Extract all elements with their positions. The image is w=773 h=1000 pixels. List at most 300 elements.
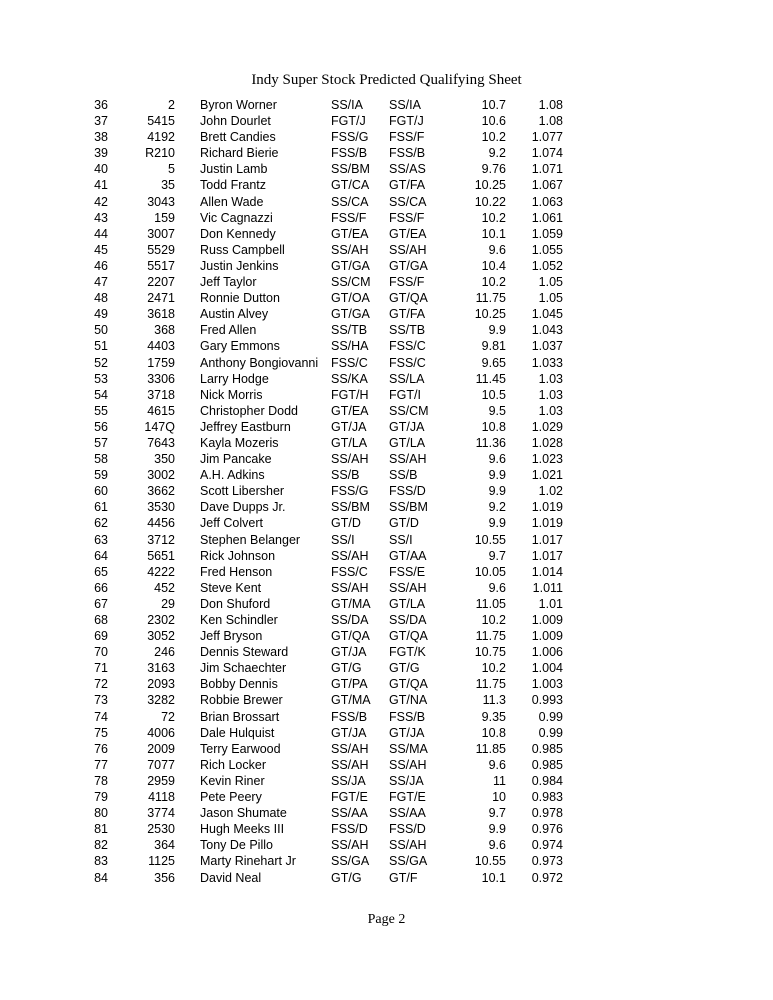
- car-number-cell: 5651: [147, 548, 175, 563]
- car-number-cell: 246: [154, 645, 175, 660]
- predicted-class-cell: FGT/J: [389, 114, 424, 129]
- index-cell: 1.029: [531, 419, 563, 434]
- dial-time-cell: 10.25: [474, 178, 506, 193]
- car-number-cell: 1125: [148, 854, 175, 869]
- dial-time-cell: 10.2: [481, 613, 506, 627]
- index-cell: 1.033: [531, 355, 563, 370]
- spacer-cell: [175, 725, 200, 741]
- driver-name-cell: Ken Schindler: [200, 613, 278, 627]
- spacer-cell: [175, 338, 200, 354]
- spacer-cell: [175, 322, 200, 338]
- class-cell: GT/PA: [331, 677, 368, 692]
- predicted-class-cell: FGT/I: [389, 387, 421, 402]
- driver-name-cell: Scott Libersher: [200, 484, 285, 499]
- index-cell: 1.03: [538, 403, 563, 418]
- spacer-cell: [175, 692, 200, 708]
- dial-time-cell: 9.76: [481, 162, 506, 177]
- driver-name-cell: John Dourlet: [200, 114, 271, 129]
- dial-time-cell: 11.75: [475, 677, 506, 692]
- index-cell: 1.004: [531, 661, 563, 676]
- dial-time-cell: 10.2: [481, 210, 506, 225]
- dial-time-cell: 9.65: [481, 355, 506, 370]
- position-cell: 59: [94, 468, 108, 483]
- spacer-cell: [175, 789, 200, 805]
- dial-time-cell: 9.9: [488, 484, 506, 499]
- dial-time-cell: 10.75: [474, 645, 506, 660]
- index-cell: 1.037: [531, 339, 563, 354]
- class-cell: SS/DA: [331, 613, 369, 627]
- position-cell: 80: [94, 806, 108, 821]
- predicted-class-cell: GT/AA: [389, 548, 427, 563]
- index-cell: 0.976: [531, 822, 563, 837]
- table-row: [78, 870, 563, 886]
- index-cell: 1.006: [531, 645, 563, 660]
- class-cell: FSS/C: [331, 355, 368, 370]
- index-cell: 1.014: [531, 564, 563, 579]
- index-cell: 0.985: [531, 757, 563, 772]
- car-number-cell: 3002: [147, 468, 175, 483]
- class-cell: SS/TB: [331, 323, 368, 338]
- table-row: [78, 821, 563, 837]
- car-number-cell: 4006: [147, 725, 175, 740]
- dial-time-cell: 10.22: [474, 194, 506, 209]
- spacer-cell: [175, 805, 200, 821]
- car-number-cell: 4615: [147, 403, 175, 418]
- dial-time-cell: 9.5: [488, 403, 506, 418]
- class-cell: SS/AH: [331, 741, 369, 756]
- car-number-cell: 2207: [147, 275, 175, 290]
- driver-name-cell: Vic Cagnazzi: [200, 210, 273, 225]
- dial-time-cell: 11.75: [475, 629, 506, 644]
- class-cell: SS/B: [331, 468, 360, 483]
- class-cell: FSS/C: [331, 564, 368, 579]
- index-cell: 1.009: [531, 629, 563, 644]
- dial-time-cell: 9.6: [488, 757, 506, 772]
- index-cell: 0.972: [531, 870, 563, 885]
- spacer-cell: [175, 161, 200, 177]
- table-row: [78, 274, 563, 290]
- spacer-cell: [175, 596, 200, 612]
- class-cell: SS/IA: [331, 98, 363, 112]
- table-row: [78, 177, 563, 193]
- table-row: [78, 355, 563, 371]
- predicted-class-cell: FSS/F: [389, 275, 425, 290]
- index-cell: 1.055: [531, 242, 563, 257]
- driver-name-cell: Robbie Brewer: [200, 693, 283, 708]
- position-cell: 60: [94, 484, 108, 499]
- index-cell: 0.99: [538, 725, 563, 740]
- driver-name-cell: Fred Henson: [200, 564, 273, 579]
- position-cell: 65: [94, 564, 108, 579]
- predicted-class-cell: FSS/F: [389, 130, 425, 145]
- spacer-cell: [175, 258, 200, 274]
- index-cell: 1.028: [531, 435, 563, 450]
- position-cell: 57: [94, 435, 108, 450]
- spacer-cell: [175, 306, 200, 322]
- predicted-class-cell: SS/CA: [389, 194, 427, 209]
- dial-time-cell: 11.45: [475, 371, 506, 386]
- driver-name-cell: Dennis Steward: [200, 645, 289, 660]
- car-number-cell: 3306: [147, 371, 175, 386]
- dial-time-cell: 11.85: [475, 741, 506, 756]
- position-cell: 73: [94, 693, 108, 708]
- car-number-cell: 3052: [147, 629, 175, 644]
- predicted-class-cell: SS/AH: [389, 242, 427, 257]
- class-cell: SS/AH: [331, 757, 369, 772]
- predicted-class-cell: GT/F: [389, 870, 418, 885]
- table-row: [78, 596, 563, 612]
- position-cell: 62: [94, 516, 108, 531]
- driver-name-cell: Steve Kent: [200, 580, 262, 595]
- table-row: [78, 741, 563, 757]
- position-cell: 56: [94, 419, 108, 434]
- driver-name-cell: Nick Morris: [200, 387, 263, 402]
- spacer-cell: [175, 515, 200, 531]
- driver-name-cell: A.H. Adkins: [200, 468, 265, 483]
- driver-name-cell: Gary Emmons: [200, 339, 280, 354]
- index-cell: 1.074: [531, 146, 563, 161]
- driver-name-cell: Don Shuford: [200, 596, 271, 611]
- predicted-class-cell: FSS/D: [389, 822, 426, 837]
- index-cell: 0.973: [531, 854, 563, 869]
- position-cell: 70: [94, 645, 108, 660]
- spacer-cell: [175, 741, 200, 757]
- driver-name-cell: Jeff Bryson: [200, 629, 263, 644]
- driver-name-cell: Brian Brossart: [200, 709, 280, 724]
- predicted-class-cell: SS/DA: [389, 613, 427, 627]
- predicted-class-cell: FSS/B: [389, 146, 426, 161]
- table-row: [78, 387, 563, 403]
- table-row: [78, 194, 563, 210]
- dial-time-cell: 10.1: [481, 226, 506, 241]
- car-number-cell: 3043: [147, 194, 175, 209]
- class-cell: SS/JA: [331, 773, 366, 788]
- car-number-cell: 2093: [147, 677, 175, 692]
- predicted-class-cell: GT/G: [389, 661, 420, 676]
- predicted-class-cell: SS/TB: [389, 323, 426, 338]
- position-cell: 37: [94, 114, 108, 129]
- car-number-cell: 2009: [147, 741, 175, 756]
- spacer-cell: [175, 467, 200, 483]
- position-cell: 46: [94, 258, 108, 273]
- spacer-cell: [175, 499, 200, 515]
- position-cell: 58: [94, 452, 108, 467]
- car-number-cell: 4192: [147, 130, 175, 145]
- predicted-class-cell: GT/QA: [389, 677, 428, 692]
- driver-name-cell: Terry Earwood: [200, 741, 281, 756]
- driver-name-cell: Kayla Mozeris: [200, 435, 279, 450]
- predicted-class-cell: SS/AH: [389, 580, 427, 595]
- driver-name-cell: Rick Johnson: [200, 548, 276, 563]
- car-number-cell: 3007: [147, 226, 175, 241]
- dial-time-cell: 10.8: [481, 725, 506, 740]
- position-cell: 67: [94, 596, 108, 611]
- table-row: [78, 757, 563, 773]
- class-cell: FGT/E: [331, 790, 368, 805]
- class-cell: FSS/G: [331, 130, 369, 145]
- predicted-class-cell: FSS/B: [389, 709, 426, 724]
- table-row: [78, 725, 563, 741]
- index-cell: 1.052: [531, 258, 563, 273]
- driver-name-cell: Jim Pancake: [200, 452, 272, 467]
- class-cell: SS/AH: [331, 242, 369, 257]
- index-cell: 1.019: [531, 516, 563, 531]
- class-cell: SS/GA: [331, 854, 370, 869]
- driver-name-cell: Tony De Pillo: [200, 838, 273, 853]
- dial-time-cell: 9.9: [488, 516, 506, 531]
- position-cell: 75: [94, 725, 108, 740]
- index-cell: 1.063: [531, 194, 563, 209]
- predicted-class-cell: SS/I: [389, 532, 413, 547]
- predicted-class-cell: SS/MA: [389, 741, 428, 756]
- index-cell: 1.077: [531, 130, 563, 145]
- predicted-class-cell: SS/CM: [389, 403, 429, 418]
- dial-time-cell: 9.7: [488, 806, 506, 821]
- table-row: [78, 242, 563, 258]
- class-cell: GT/EA: [331, 403, 369, 418]
- class-cell: GT/LA: [331, 435, 368, 450]
- class-cell: GT/OA: [331, 291, 370, 306]
- spacer-cell: [175, 177, 200, 193]
- spacer-cell: [175, 757, 200, 773]
- predicted-class-cell: FSS/C: [389, 339, 426, 354]
- predicted-class-cell: SS/AS: [389, 162, 426, 177]
- driver-name-cell: Richard Bierie: [200, 146, 279, 161]
- index-cell: 1.021: [531, 468, 563, 483]
- position-cell: 53: [94, 371, 108, 386]
- table-row: [78, 660, 563, 676]
- car-number-cell: 2: [168, 98, 175, 112]
- car-number-cell: 29: [161, 596, 175, 611]
- spacer-cell: [175, 837, 200, 853]
- position-cell: 43: [94, 210, 108, 225]
- driver-name-cell: Allen Wade: [200, 194, 264, 209]
- driver-name-cell: Christopher Dodd: [200, 403, 298, 418]
- class-cell: GT/G: [331, 870, 362, 885]
- spacer-cell: [175, 548, 200, 564]
- table-row: [78, 612, 563, 628]
- table-row: [78, 709, 563, 725]
- car-number-cell: 2471: [147, 291, 175, 306]
- driver-name-cell: David Neal: [200, 870, 262, 885]
- index-cell: 1.009: [531, 613, 563, 627]
- class-cell: GT/MA: [331, 596, 371, 611]
- predicted-class-cell: GT/NA: [389, 693, 428, 708]
- dial-time-cell: 9.6: [488, 242, 506, 257]
- predicted-class-cell: FSS/F: [389, 210, 425, 225]
- dial-time-cell: 11.75: [475, 291, 506, 306]
- index-cell: 1.003: [531, 677, 563, 692]
- position-cell: 49: [94, 307, 108, 322]
- dial-time-cell: 10.2: [481, 661, 506, 676]
- position-cell: 45: [94, 242, 108, 257]
- dial-time-cell: 10.2: [481, 275, 506, 290]
- spacer-cell: [175, 853, 200, 869]
- driver-name-cell: Bobby Dennis: [200, 677, 278, 692]
- position-cell: 71: [94, 661, 108, 676]
- index-cell: 0.99: [538, 709, 563, 724]
- dial-time-cell: 10.2: [481, 130, 506, 145]
- index-cell: 1.023: [531, 452, 563, 467]
- position-cell: 42: [94, 194, 108, 209]
- predicted-class-cell: SS/LA: [389, 371, 425, 386]
- table-row: [78, 306, 563, 322]
- class-cell: SS/KA: [331, 371, 368, 386]
- predicted-class-cell: GT/QA: [389, 291, 428, 306]
- driver-name-cell: Jeffrey Eastburn: [200, 419, 291, 434]
- position-cell: 68: [94, 613, 108, 627]
- dial-time-cell: 10.5: [481, 387, 506, 402]
- driver-name-cell: Anthony Bongiovanni: [200, 355, 319, 370]
- predicted-class-cell: SS/AH: [389, 838, 427, 853]
- predicted-class-cell: SS/GA: [389, 854, 428, 869]
- position-cell: 77: [94, 757, 108, 772]
- driver-name-cell: Stephen Belanger: [200, 532, 301, 547]
- car-number-cell: 5517: [147, 258, 175, 273]
- driver-name-cell: Byron Worner: [200, 98, 277, 112]
- index-cell: 0.985: [531, 741, 563, 756]
- index-cell: 1.067: [531, 178, 563, 193]
- car-number-cell: R210: [145, 146, 175, 161]
- index-cell: 1.017: [531, 548, 563, 563]
- table-row: [78, 97, 563, 113]
- car-number-cell: 3530: [147, 500, 175, 515]
- table-row: [78, 483, 563, 499]
- position-cell: 47: [94, 275, 108, 290]
- table-row: [78, 773, 563, 789]
- class-cell: GT/CA: [331, 178, 370, 193]
- position-cell: 41: [94, 178, 108, 193]
- position-cell: 69: [94, 629, 108, 644]
- position-cell: 51: [94, 339, 108, 354]
- car-number-cell: 159: [154, 210, 175, 225]
- index-cell: 1.061: [531, 210, 563, 225]
- dial-time-cell: 9.2: [488, 500, 506, 515]
- car-number-cell: 3282: [147, 693, 175, 708]
- spacer-cell: [175, 194, 200, 210]
- dial-time-cell: 10.4: [481, 258, 506, 273]
- predicted-class-cell: GT/QA: [389, 629, 428, 644]
- index-cell: 1.043: [531, 323, 563, 338]
- class-cell: FSS/B: [331, 146, 368, 161]
- table-row: [78, 451, 563, 467]
- class-cell: FGT/H: [331, 387, 369, 402]
- position-cell: 64: [94, 548, 108, 563]
- spacer-cell: [175, 564, 200, 580]
- position-cell: 84: [94, 870, 108, 885]
- class-cell: SS/CM: [331, 275, 371, 290]
- car-number-cell: 7643: [147, 435, 175, 450]
- car-number-cell: 5: [168, 162, 175, 177]
- spacer-cell: [175, 387, 200, 403]
- class-cell: GT/GA: [331, 258, 370, 273]
- car-number-cell: 147Q: [144, 419, 175, 434]
- car-number-cell: 3163: [147, 661, 175, 676]
- dial-time-cell: 9.9: [488, 468, 506, 483]
- driver-name-cell: Justin Jenkins: [200, 258, 279, 273]
- table-row: [78, 532, 563, 548]
- predicted-class-cell: GT/JA: [389, 725, 425, 740]
- car-number-cell: 4403: [147, 339, 175, 354]
- table-row: [78, 322, 563, 338]
- table-row: [78, 580, 563, 596]
- table-row: [78, 290, 563, 306]
- spacer-cell: [175, 660, 200, 676]
- dial-time-cell: 10.1: [481, 870, 506, 885]
- spacer-cell: [175, 628, 200, 644]
- table-row: [78, 499, 563, 515]
- car-number-cell: 72: [161, 709, 175, 724]
- index-cell: 0.983: [531, 790, 563, 805]
- predicted-class-cell: GT/LA: [389, 435, 426, 450]
- dial-time-cell: 9.2: [488, 146, 506, 161]
- spacer-cell: [175, 532, 200, 548]
- position-cell: 36: [94, 98, 108, 112]
- position-cell: 40: [94, 162, 108, 177]
- spacer-cell: [175, 371, 200, 387]
- spacer-cell: [175, 97, 200, 113]
- spacer-cell: [175, 129, 200, 145]
- class-cell: SS/AH: [331, 548, 369, 563]
- dial-time-cell: 10.25: [474, 307, 506, 322]
- driver-name-cell: Dave Dupps Jr.: [200, 500, 286, 515]
- class-cell: FSS/F: [331, 210, 367, 225]
- driver-name-cell: Rich Locker: [200, 757, 266, 772]
- qualifying-table-body: [78, 97, 563, 886]
- table-row: [78, 628, 563, 644]
- spacer-cell: [175, 435, 200, 451]
- car-number-cell: 4118: [148, 790, 175, 805]
- position-cell: 81: [94, 822, 108, 837]
- table-row: [78, 371, 563, 387]
- dial-time-cell: 10.8: [481, 419, 506, 434]
- table-row: [78, 226, 563, 242]
- dial-time-cell: 10: [492, 790, 506, 805]
- page-number: Page 2: [367, 912, 406, 927]
- spacer-cell: [175, 821, 200, 837]
- predicted-class-cell: FSS/C: [389, 355, 426, 370]
- position-cell: 52: [94, 355, 108, 370]
- index-cell: 0.978: [531, 806, 563, 821]
- table-row: [78, 515, 563, 531]
- driver-name-cell: Pete Peery: [200, 790, 262, 805]
- index-cell: 1.08: [538, 114, 563, 129]
- position-cell: 38: [94, 130, 108, 145]
- index-cell: 1.017: [531, 532, 563, 547]
- class-cell: GT/JA: [331, 725, 367, 740]
- index-cell: 1.03: [538, 371, 563, 386]
- class-cell: SS/BM: [331, 162, 370, 177]
- spacer-cell: [175, 580, 200, 596]
- table-row: [78, 837, 563, 853]
- index-cell: 1.02: [538, 484, 563, 499]
- predicted-class-cell: GT/FA: [389, 307, 426, 322]
- dial-time-cell: 10.6: [481, 114, 506, 129]
- driver-name-cell: Larry Hodge: [200, 371, 269, 386]
- dial-time-cell: 11.3: [482, 693, 506, 708]
- class-cell: SS/BM: [331, 500, 370, 515]
- spacer-cell: [175, 451, 200, 467]
- table-row: [78, 676, 563, 692]
- driver-name-cell: Russ Campbell: [200, 242, 285, 257]
- spacer-cell: [175, 226, 200, 242]
- dial-time-cell: 9.81: [481, 339, 506, 354]
- dial-time-cell: 9.7: [488, 548, 506, 563]
- driver-name-cell: Justin Lamb: [200, 162, 268, 177]
- predicted-class-cell: SS/AH: [389, 757, 427, 772]
- class-cell: FGT/J: [331, 114, 366, 129]
- class-cell: GT/JA: [331, 645, 367, 660]
